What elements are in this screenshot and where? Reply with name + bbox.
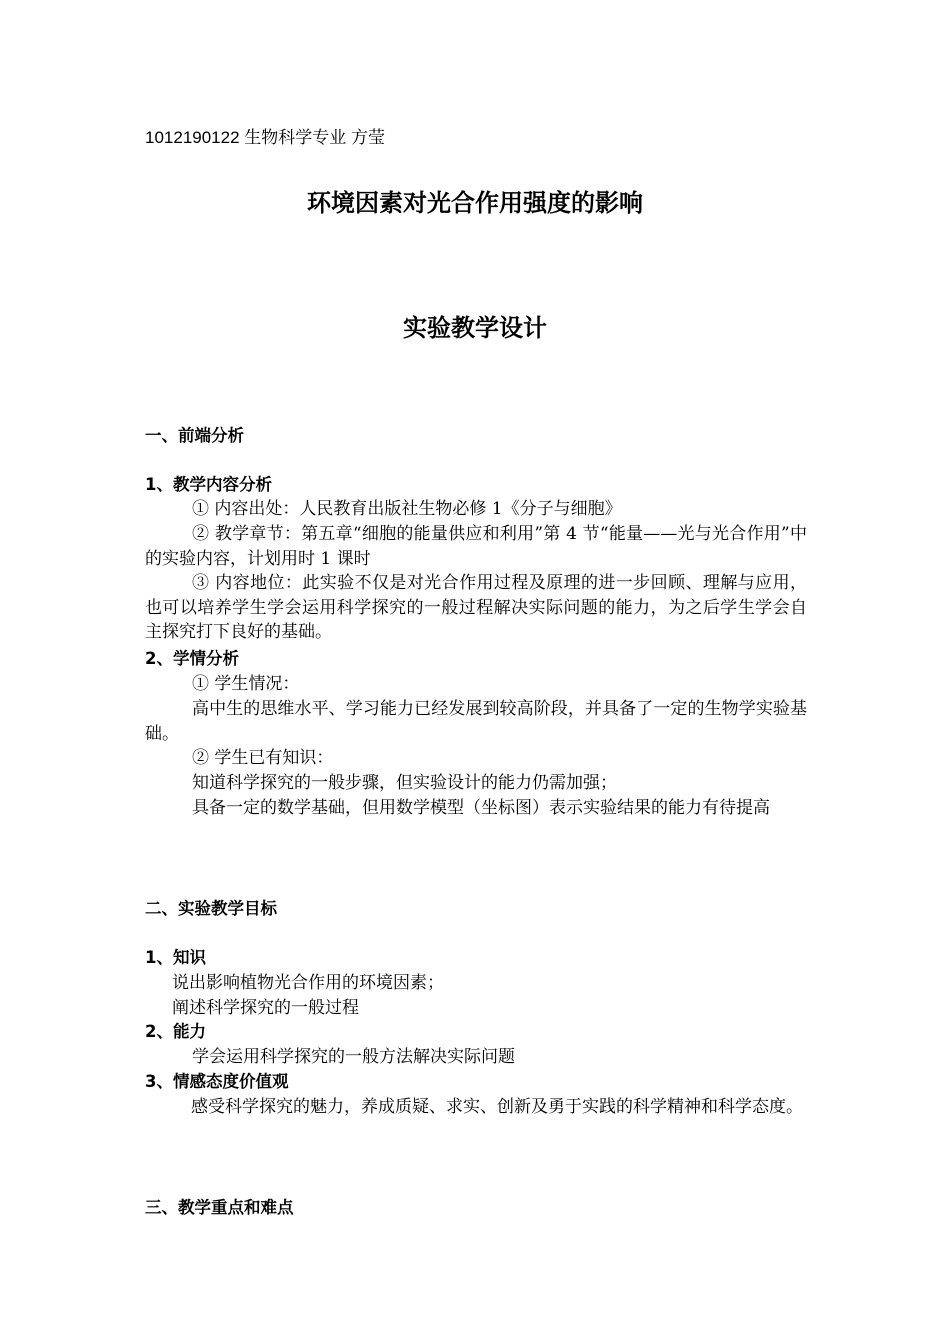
paragraph-content-source: ① 内容出处：人民教育出版社生物必修 1《分子与细胞》 <box>192 499 622 519</box>
paragraph-ability: 学会运用科学探究的一般方法解决实际问题 <box>192 1047 515 1067</box>
paragraph-content-position: ③ 内容地位：此实验不仅是对光合作用过程及原理的进一步回顾、理解与应用，也可以培养学生学会运用科学探究的一般过程解决实际问题的能力，为之后学生学会自主探究打下良好的基础。 <box>145 573 807 642</box>
paragraph-student-situation: 高中生的思维水平、学习能力已经发展到较高阶段，并具备了一定的生物学实验基础。 <box>145 699 807 744</box>
paragraph-prior-knowledge-2: 具备一定的数学基础，但用数学模型（坐标图）表示实验结果的能力有待提高 <box>192 798 770 818</box>
paragraph-prior-knowledge-1: 知道科学探究的一般步骤，但实验设计的能力仍需加强； <box>192 773 617 793</box>
section-heading-key-points: 三、教学重点和难点 <box>145 1198 294 1217</box>
subsection-heading-content-analysis: 1、教学内容分析 <box>145 475 272 494</box>
subsection-heading-ability: 2、能力 <box>145 1022 206 1041</box>
section-heading-frontend-analysis: 一、前端分析 <box>145 426 244 445</box>
paragraph-prior-knowledge-label: ② 学生已有知识： <box>192 748 334 768</box>
subsection-heading-student-analysis: 2、学情分析 <box>145 649 239 668</box>
section-heading-teaching-goals: 二、实验教学目标 <box>145 899 277 918</box>
subsection-heading-knowledge: 1、知识 <box>145 948 206 967</box>
paragraph-knowledge-1: 说出影响植物光合作用的环境因素； <box>172 973 444 993</box>
paragraph-content-chapter: ② 教学章节：第五章“细胞的能量供应和利用”第 4 节“能量——光与光合作用”中的实验内容，计划用时 1 课时 <box>145 524 807 569</box>
subsection-heading-values: 3、情感态度价值观 <box>145 1072 289 1091</box>
author-line: 1012190122 生物科学专业 方莹 <box>145 128 385 147</box>
paragraph-values: 感受科学探究的魅力，养成质疑、求实、创新及勇于实践的科学精神和科学态度。 <box>191 1097 803 1117</box>
document-subtitle: 实验教学设计 <box>403 314 547 342</box>
paragraph-student-situation-label: ① 学生情况： <box>192 674 300 694</box>
document-title: 环境因素对光合作用强度的影响 <box>307 189 643 217</box>
paragraph-knowledge-2: 阐述科学探究的一般过程 <box>172 998 359 1018</box>
